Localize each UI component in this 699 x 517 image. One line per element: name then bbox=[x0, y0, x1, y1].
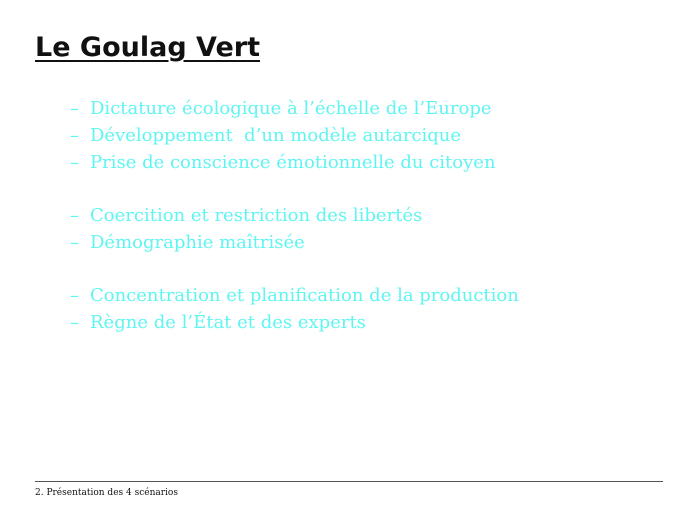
bullet-item bbox=[70, 149, 670, 176]
bullet-group bbox=[70, 282, 670, 336]
bullet-dash: – bbox=[70, 98, 79, 119]
bullet-list bbox=[70, 95, 670, 362]
bullet-dash: – bbox=[70, 152, 79, 173]
bullet-dash: – bbox=[70, 125, 79, 146]
bullet-text: Développement d’un modèle autarcique bbox=[90, 125, 462, 146]
bullet-item bbox=[70, 309, 670, 336]
bullet-text: Prise de conscience émotionnelle du citoyen bbox=[90, 152, 496, 173]
bullet-group bbox=[70, 95, 670, 176]
bullet-text: Concentration et planification de la production bbox=[90, 285, 519, 306]
bullet-item bbox=[70, 122, 670, 149]
bullet-dash: – bbox=[70, 232, 79, 253]
bullet-dash: – bbox=[70, 312, 79, 333]
bullet-item bbox=[70, 95, 670, 122]
bullet-text: Démographie maîtrisée bbox=[90, 232, 305, 253]
bullet-item bbox=[70, 282, 670, 309]
bullet-group bbox=[70, 202, 670, 256]
bullet-item bbox=[70, 229, 670, 256]
bullet-text: Règne de l’État et des experts bbox=[90, 312, 366, 333]
bullet-dash: – bbox=[70, 285, 79, 306]
footer-section-label: 2. Présentation des 4 scénarios bbox=[35, 488, 178, 498]
bullet-dash: – bbox=[70, 205, 79, 226]
slide-title: Le Goulag Vert bbox=[35, 32, 261, 63]
bullet-text: Coercition et restriction des libertés bbox=[90, 205, 423, 226]
footer-divider bbox=[35, 481, 663, 482]
bullet-item bbox=[70, 202, 670, 229]
bullet-text: Dictature écologique à l’échelle de l’Europe bbox=[90, 98, 492, 119]
